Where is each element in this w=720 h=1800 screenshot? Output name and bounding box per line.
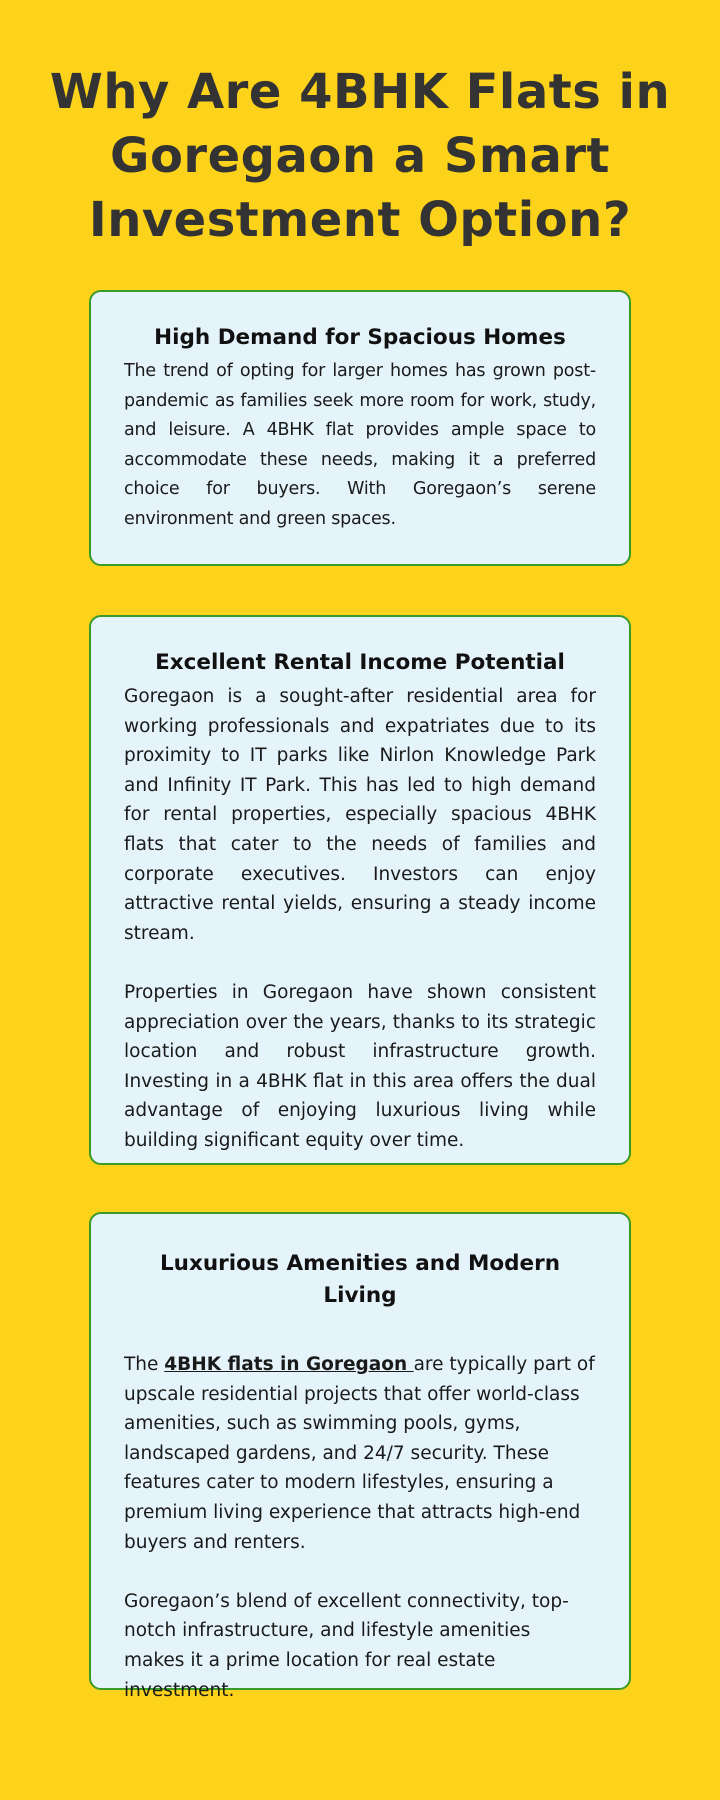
card-paragraph: The trend of opting for larger homes has grown post-pandemic as families seek more room for work, study, and leisure. A 4BHK flat provides ample space to accommodate these needs, making it a preferred choice for buyers. With Goregaon’s serene environment and green spaces. — [124, 361, 596, 529]
card-paragraph: Properties in Goregaon have shown consistent appreciation over the years, thanks to its strategic location and robust infrastructure growth. Investing in a 4BHK flat in this area offers the dual advantage of enjoying luxurious living while building significant equity over time. — [124, 981, 596, 1151]
page-title: Why Are 4BHK Flats in Goregaon a Smart Investment Option? — [49, 64, 671, 248]
paragraph-text-before-link: The — [124, 1354, 165, 1375]
card-heading: Excellent Rental Income Potential — [155, 650, 565, 675]
card-high-demand — [89, 290, 631, 566]
goregaon-4bhk-flats-link[interactable]: 4BHK flats in Goregaon — [164, 1354, 414, 1375]
card-heading: Luxurious Amenities and Modern Living — [159, 1251, 561, 1308]
paragraph-text-after-link: are typically part of upscale residential projects that offer world-class amenities, such as swimming pools, gyms, landscaped gardens, and 24/7 security. These features cater to modern lifestyles, ensuring a premium living experience that attracts high-end buyers and renters. — [124, 1354, 595, 1553]
card-paragraph: Goregaon’s blend of excellent connectivity, top-notch infrastructure, and lifestyle amenities makes it a prime location for real estate investment. — [124, 1590, 569, 1701]
card-rental-income — [89, 615, 631, 1165]
card-luxurious-amenities — [89, 1212, 631, 1701]
card-heading: High Demand for Spacious Homes — [154, 325, 566, 350]
card-paragraph — [124, 1350, 596, 1557]
card-paragraph: Goregaon is a sought-after residential area for working professionals and expatriates due to its proximity to IT parks like Nirlon Knowledge Park and Infinity IT Park. This has led to high demand for rental properties, especially spacious 4BHK flats that cater to the needs of families and corporate executives. Investors can enjoy attractive rental yields, ensuring a steady income stream. — [124, 686, 596, 944]
